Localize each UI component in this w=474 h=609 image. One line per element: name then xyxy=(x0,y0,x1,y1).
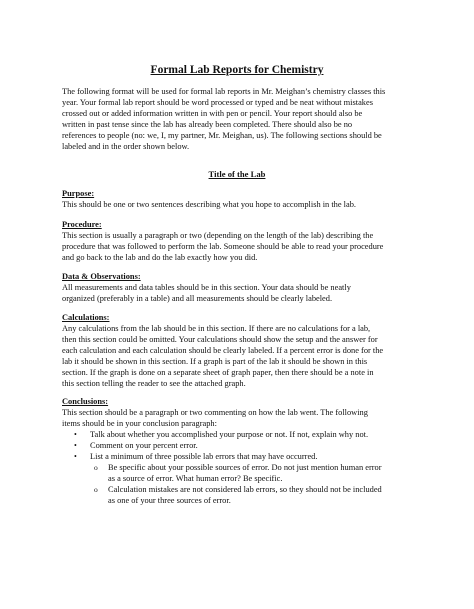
bullet-mark: • xyxy=(74,452,77,461)
calculations-line: Any calculations from the lab should be in this section. If there are no calculations for a lab, xyxy=(62,324,371,333)
sub-bullet-text: as one of your three sources of error. xyxy=(108,496,231,505)
procedure-line: and go back to the lab and do the lab exactly how you did. xyxy=(62,253,258,262)
intro-line: references to people (no: we, I, my partner, Mr. Meighan, us). The following sections should be xyxy=(62,131,382,140)
list-item xyxy=(62,484,442,506)
purpose-section xyxy=(62,188,442,210)
conclusions-heading: Conclusions: xyxy=(62,397,109,406)
procedure-line: This section is usually a paragraph or two (depending on the length of the lab) describing the xyxy=(62,231,374,240)
conclusion-items-list xyxy=(62,429,442,506)
intro-paragraph xyxy=(62,86,440,152)
sub-bullet-mark: o xyxy=(94,463,98,472)
conclusions-section xyxy=(62,396,442,506)
calculations-line: section. If the graph is done on a separate sheet of graph paper, then there should be a note in xyxy=(62,368,374,377)
conclusions-line: This section should be a paragraph or two commenting on how the lab went. The following xyxy=(62,408,368,417)
intro-line: year. Your formal lab report should be word processed or typed and be neat without mistakes xyxy=(62,98,373,107)
purpose-line: This should be one or two sentences describing what you hope to accomplish in the lab. xyxy=(62,200,356,209)
calculations-heading: Calculations: xyxy=(62,313,110,322)
sub-bullet-mark: o xyxy=(94,485,98,494)
list-item xyxy=(62,440,442,451)
intro-line: labeled and in the order shown below. xyxy=(62,142,190,151)
sub-bullet-text: as a source of error. What human error? Be specific. xyxy=(108,474,283,483)
list-item xyxy=(62,451,442,462)
lab-title-heading: Title of the Lab xyxy=(208,169,266,179)
conclusions-line: items should be in your conclusion paragraph: xyxy=(62,419,217,428)
data-observations-line: organized (preferably in a table) and all measurements should be clearly labeled. xyxy=(62,294,333,303)
bullet-mark: • xyxy=(74,430,77,439)
sub-bullet-text: Be specific about your possible sources of error. Do not just mention human error xyxy=(108,463,382,472)
procedure-heading: Procedure: xyxy=(62,220,102,229)
calculations-line: then this section could be omitted. Your calculations should show the setup and the answer for xyxy=(62,335,378,344)
procedure-line: procedure that was followed to perform the lab. Someone should be able to read your procedure xyxy=(62,242,384,251)
list-item xyxy=(62,429,442,440)
intro-line: crossed out or added information written in with pen or pencil. Your report should also be xyxy=(62,109,363,118)
data-observations-line: All measurements and data tables should be in this section. Your data should be neatly xyxy=(62,283,351,292)
bullet-text: Comment on your percent error. xyxy=(90,441,198,450)
bullet-mark: • xyxy=(74,441,77,450)
data-observations-section xyxy=(62,271,442,304)
data-observations-heading: Data & Observations: xyxy=(62,272,141,281)
intro-line: written in past tense since the lab has already been completed. There should also be no xyxy=(62,120,353,129)
document-title: Formal Lab Reports for Chemistry xyxy=(150,64,324,76)
purpose-heading: Purpose: xyxy=(62,189,95,198)
calculations-section xyxy=(62,312,442,389)
calculations-line: lab it should be shown in this section. If a graph is part of the lab it should be shown in this xyxy=(62,357,368,366)
intro-line: The following format will be used for formal lab reports in Mr. Meighan’s chemistry classes this xyxy=(62,87,386,96)
calculations-line: each calculation and each calculation should be clearly labeled. If a percent error is done for the xyxy=(62,346,384,355)
sub-bullet-text: Calculation mistakes are not considered lab errors, so they should not be included xyxy=(108,485,382,494)
bullet-text: List a minimum of three possible lab errors that may have occurred. xyxy=(90,452,318,461)
list-item xyxy=(62,462,442,484)
calculations-line: this section telling the reader to see the attached graph. xyxy=(62,379,246,388)
procedure-section xyxy=(62,219,442,263)
bullet-text: Talk about whether you accomplished your purpose or not. If not, explain why not. xyxy=(90,430,369,439)
